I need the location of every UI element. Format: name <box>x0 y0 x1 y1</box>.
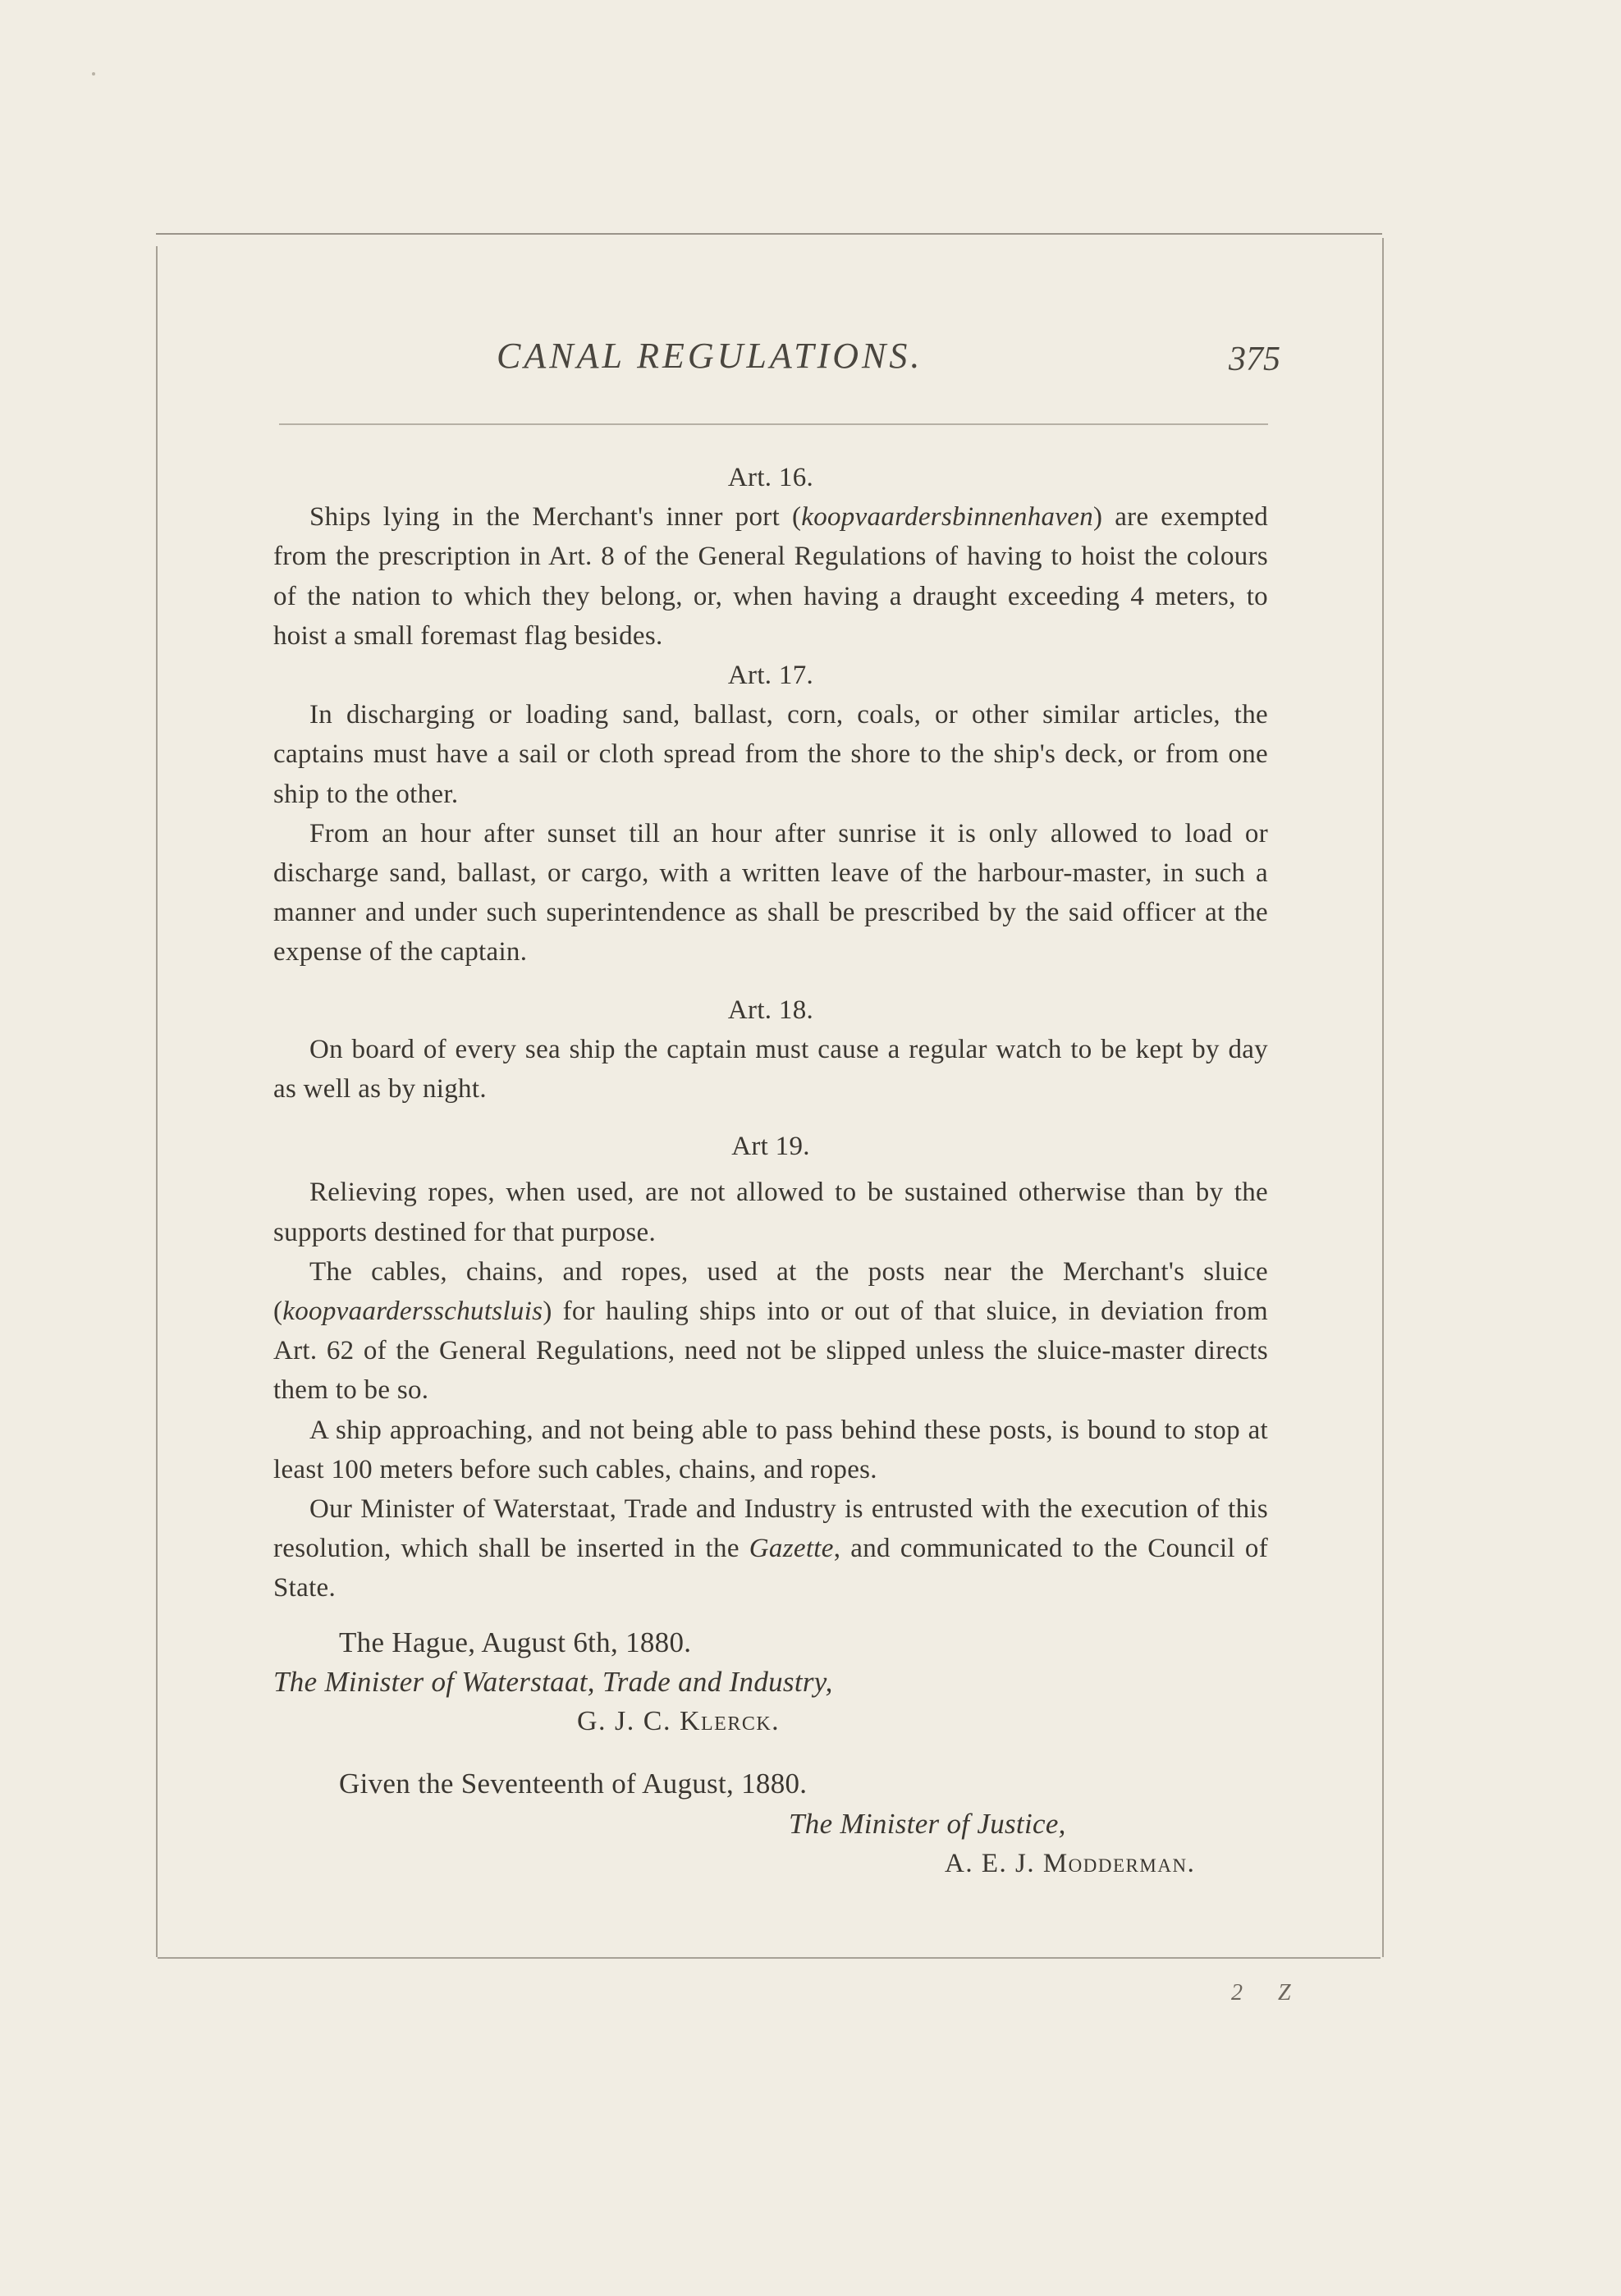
paragraph: A ship approaching, and not being able to pass behind these posts, is bound to stop at least 100 meters before such cables, chains, and ropes. <box>273 1415 1268 1484</box>
signature-minister-title: The Minister of Waterstaat, Trade and Industry, <box>273 1665 833 1698</box>
paragraph: Our Minister of Waterstaat, Trade and Industry is entrusted with the execution of this resolution, which shall be inserted in the Gazette, and communicated to the Council of State. <box>273 1494 1268 1603</box>
paragraph: In discharging or loading sand, ballast, corn, coals, or other similar articles, the captains must have a sail or cloth spread from the shore to the ship's deck, or from one ship to the other. <box>273 700 1268 809</box>
paragraph: Ships lying in the Merchant's inner port (koopvaardersbinnenhaven) are exempted from the prescription in Art. 8 of the General Regulations of having to hoist the colours of the nation to which they belong, or, when having a draught exceeding 4 meters, to hoist a small foremast flag besides. <box>273 502 1268 651</box>
article-heading: Art. 16. <box>727 463 814 492</box>
header-rule <box>279 423 1268 425</box>
paragraph: Relieving ropes, when used, are not allowed to be sustained otherwise than by the supports destined for that purpose. <box>273 1178 1268 1247</box>
paper-speck <box>92 72 95 75</box>
plate-bottom-border <box>158 1957 1381 1959</box>
paragraph: From an hour after sunset till an hour after sunrise it is only allowed to load or discharge sand, ballast, or cargo, with a written leave of the harbour-master, in such a manner and under such superintendence as shall be prescribed by the said officer at the expense of the captain. <box>273 818 1268 967</box>
article-heading: Art. 18. <box>727 995 814 1025</box>
paragraph: On board of every sea ship the captain must cause a regular watch to be kept by day as well as by night. <box>273 1034 1268 1105</box>
page-header <box>271 328 1280 394</box>
plate-right-border <box>1382 238 1384 1957</box>
section-gap <box>273 1109 1268 1127</box>
italic-term: Gazette <box>749 1534 834 1564</box>
plate-top-border <box>156 233 1382 235</box>
signature-place-date: The Hague, August 6th, 1880. <box>339 1626 692 1658</box>
signature-minister-name: G. J. C. Klerck. <box>577 1706 781 1737</box>
paragraph: The cables, chains, and ropes, used at the posts near the Merchant's sluice (koopvaardersschutsluis) for hauling ships into or out of that sluice, in deviation from Art. 62 of the General Regulations, need not be slipped unless the sluice-master directs them to be so. <box>273 1256 1268 1406</box>
article-heading: Art. 17. <box>727 661 814 691</box>
article-heading: Art 19. <box>731 1132 810 1162</box>
signature-justice-title: The Minister of Justice, <box>789 1807 1066 1840</box>
section-gap <box>273 972 1268 990</box>
signature-mark: 2 Z <box>1231 1980 1306 2006</box>
page-body <box>273 458 1268 1883</box>
italic-term: koopvaardersschutsluis <box>282 1297 543 1327</box>
italic-term: koopvaardersbinnenhaven <box>801 502 1094 533</box>
plate-left-border <box>156 246 158 1957</box>
running-title: CANAL REGULATIONS. <box>497 336 923 376</box>
page-number: 375 <box>1229 341 1280 378</box>
signature-justice-name: A. E. J. Modderman. <box>945 1848 1196 1878</box>
signature-given-date: Given the Seventeenth of August, 1880. <box>339 1768 808 1800</box>
